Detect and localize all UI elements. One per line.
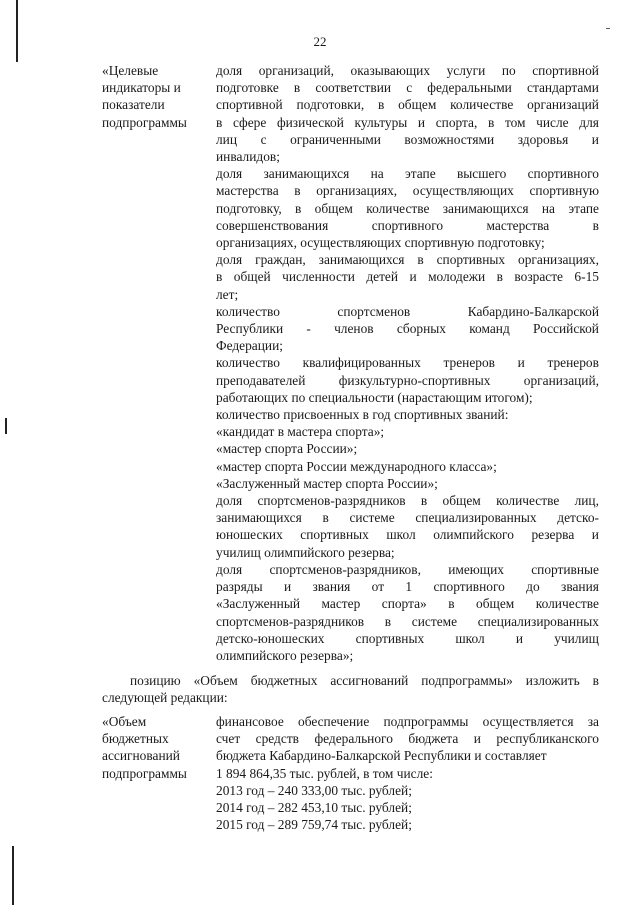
text-line: Федерации; [216, 338, 283, 354]
text-line: в сфере физической культуры и спорта, в том числе для [216, 114, 599, 130]
page-number: 22 [313, 34, 327, 49]
label-line: показатели [102, 97, 165, 113]
text-line: «мастер спорта России»; [216, 441, 358, 457]
text-line: мастерства в организациях, осуществляющих спортивную [216, 183, 599, 199]
text-line: училищ олимпийского резерва; [216, 544, 395, 560]
text-line: детско-юношеских спортивных школ и училищ [216, 630, 599, 646]
text-line: 1 894 864,35 тыс. рублей, в том числе: [216, 765, 433, 781]
text-line: инвалидов; [216, 149, 280, 165]
text-line: «Заслуженный мастер спорта» в общем количестве [216, 596, 599, 612]
text-line: совершенствования спортивного мастерства в [216, 217, 599, 233]
scan-margin-mark-middle [5, 418, 7, 434]
text-line: доля спортсменов-разрядников в общем количестве лиц, [216, 493, 599, 509]
indicators-content [216, 62, 599, 664]
text-line: спортивной подготовки, в общем количестве организаций [216, 97, 599, 113]
text-line: организациях, осуществляющих спортивную подготовку; [216, 235, 545, 251]
text-line: доля организаций, оказывающих услуги по спортивной [216, 63, 599, 78]
budget-label [102, 713, 208, 833]
text-line: занимающихся в системе специализированных детско- [216, 510, 599, 526]
indicators-block [102, 62, 599, 664]
text-line: следующей редакции: [102, 690, 228, 706]
text-line: количество квалифицированных тренеров и тренеров [216, 355, 599, 371]
label-line: бюджетных [102, 731, 169, 747]
label-line: «Объем [102, 714, 147, 729]
scan-margin-mark-bottom [12, 846, 14, 905]
label-line: подпрограммы [102, 765, 187, 781]
instruction-paragraph [102, 672, 599, 706]
text-line: юношеских спортивных школ олимпийского резерва и [216, 527, 599, 543]
label-line: индикаторы и [102, 80, 181, 96]
text-line: количество присвоенных в год спортивных званий: [216, 407, 509, 423]
indicators-label [102, 62, 208, 664]
text-line: подготовку, в общем количестве занимающихся на этапе [216, 200, 599, 216]
text-line: подготовке в соответствии с федеральными стандартами [216, 80, 599, 96]
text-line: доля занимающихся на этапе высшего спортивного [216, 166, 599, 182]
budget-content [216, 713, 599, 833]
text-line: доля спортсменов-разрядников, имеющих спортивные [216, 561, 599, 577]
text-line: Республики - членов сборных команд Российской [216, 321, 599, 337]
text-line: «кандидат в мастера спорта»; [216, 424, 385, 440]
text-line: бюджета Кабардино-Балкарской Республики и составляет [216, 748, 547, 764]
label-line: ассигнований [102, 748, 180, 764]
text-line: преподавателей физкультурно-спортивных организаций, [216, 372, 599, 388]
label-line: подпрограммы [102, 114, 187, 130]
text-line: 2014 год – 282 453,10 тыс. рублей; [216, 800, 412, 816]
text-line: разряды и звания от 1 спортивного до звания [216, 579, 599, 595]
text-line: позицию «Объем бюджетных ассигнований подпрограммы» изложить в [130, 673, 599, 688]
text-line: «мастер спорта России международного класса»; [216, 458, 497, 474]
text-line: доля граждан, занимающихся в спортивных организациях, [216, 252, 599, 268]
budget-block [102, 713, 599, 833]
text-line: лиц с ограниченными возможностями здоровья и [216, 131, 599, 147]
scan-margin-mark-top [16, 0, 18, 62]
scan-corner-mark [606, 28, 610, 29]
text-line: 2015 год – 289 759,74 тыс. рублей; [216, 817, 412, 833]
text-line: в общей численности детей и молодежи в возрасте 6-15 [216, 269, 599, 285]
text-line: финансовое обеспечение подпрограммы осуществляется за [216, 714, 599, 729]
text-line: 2013 год – 240 333,00 тыс. рублей; [216, 782, 412, 798]
text-line: количество спортсменов Кабардино-Балкарской [216, 303, 599, 319]
text-line: спортсменов-разрядников в системе специализированных [216, 613, 599, 629]
text-line: работающих по специальности (нарастающим итогом); [216, 389, 533, 405]
label-line: «Целевые [102, 63, 159, 78]
text-line: лет; [216, 286, 239, 302]
text-line: «Заслуженный мастер спорта России»; [216, 475, 438, 491]
text-line: счет средств федерального бюджета и республиканского [216, 731, 599, 747]
text-line: олимпийского резерва»; [216, 647, 354, 663]
